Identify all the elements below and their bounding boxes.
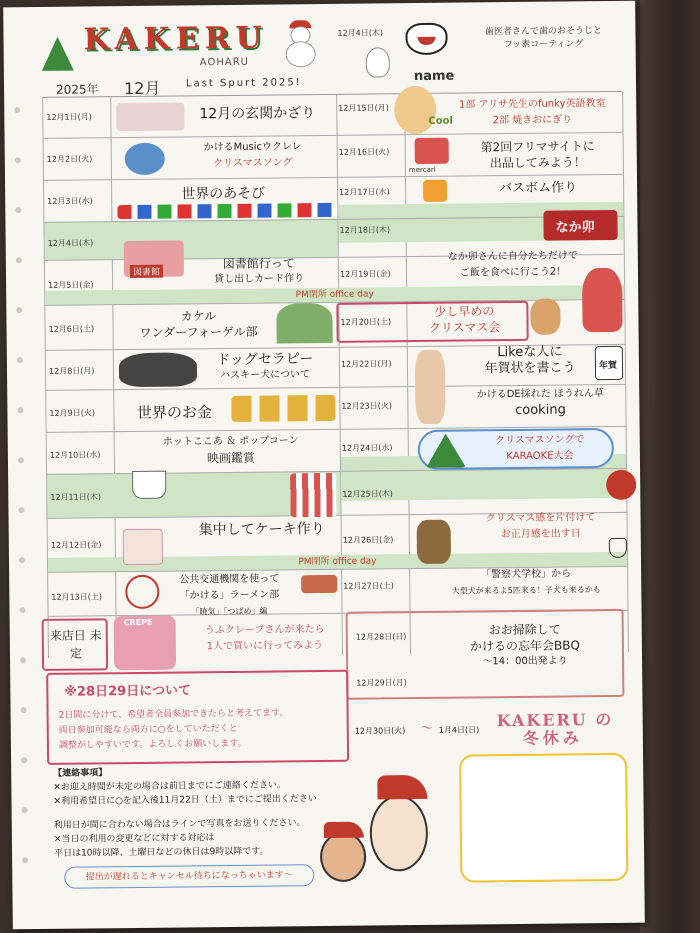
date-label: 12月22日(月)	[340, 359, 392, 369]
date-label: 12月19日(金)	[339, 269, 391, 279]
event-dec-17: バスボム作り	[499, 180, 578, 197]
santa-icon	[582, 268, 623, 332]
date-label: 12月5日(金)	[48, 280, 94, 290]
event-dec-23: かけるDE採れた ほうれん草 cooking	[476, 388, 604, 418]
date-label: 12月18日(木)	[339, 225, 391, 235]
event-dec-24: クリスマスソングで KARAOKE大会	[494, 434, 585, 463]
event-dec-20: 少し早めの クリスマス会	[428, 304, 501, 335]
punch-hole	[21, 707, 27, 713]
holiday-start-date: 12月30日(火)	[354, 726, 406, 736]
punch-hole	[17, 357, 23, 363]
note-body: 2日間に分けて、希望者全員参加できたらと考えてます。 両日参加可能なら両方に○をしていただくと 調整がしやすいです。よろしくお願いします。	[58, 708, 289, 751]
hiking-mountain-icon	[276, 303, 332, 344]
note-title: ※28日29日について	[64, 683, 191, 700]
punch-hole	[19, 607, 25, 613]
date-label: 12月6日(土)	[48, 324, 95, 334]
christmas-tree-icon	[42, 37, 74, 71]
teacher-avatar-icon	[394, 86, 437, 134]
event-dec-9: 世界のお金	[136, 403, 213, 422]
subtitle: Last Spurt 2025!	[185, 77, 302, 90]
pm-closed-band: PM閉所 office day	[45, 285, 624, 305]
punch-hole	[15, 157, 21, 163]
logo-subtitle: AOHARU	[199, 56, 250, 69]
logo: KAKERU	[83, 20, 268, 58]
date-label: 12月11日(木)	[50, 492, 101, 502]
date-label: 12月23日(火)	[341, 401, 393, 411]
event-dec-22: Likeな人に 年賀状を書こう	[484, 344, 576, 377]
popeye-icon	[415, 350, 446, 424]
bunny-icon	[366, 47, 390, 77]
ramen-bowl-icon	[125, 575, 159, 609]
event-dec-16: 第2回フリマサイトに 出品してみよう！	[480, 139, 595, 171]
calendar-grid	[42, 91, 628, 657]
name-label: name	[413, 68, 455, 85]
crepe-sign: CREPE	[123, 617, 153, 628]
date-label: 12月9日(火)	[49, 408, 96, 418]
date-label: 12月10日(水)	[49, 450, 101, 460]
undecided-date-label: 来店日 未定	[49, 628, 102, 661]
dentist-event: 歯医者さんで歯のおそうじと フッ素コーティング	[484, 26, 603, 51]
date-label: 12月26日(金)	[342, 535, 394, 545]
currency-symbols-icon	[231, 395, 335, 422]
event-dec-15: 1部 アリサ先生のfunky英語教室 2部 焼きおにぎり	[458, 98, 606, 127]
month-label: 12月	[123, 78, 161, 99]
cool-badge: Cool	[428, 115, 453, 127]
holiday-tilde: 〜	[420, 720, 433, 736]
date-label: 12月3日(水)	[47, 196, 93, 206]
calendar-sheet	[3, 1, 645, 930]
punch-hole	[22, 857, 28, 863]
contact-notes: 【連絡事項】 ✕お迎え時間が未定の場合は前日までにご連絡ください。 ✕利用希望日に○を記入後11月22日（土）までにご提出ください 利用日が間に合わない場合はラインで写真をお送りください。 ✕当日の利用の変更などに対する対応は 平日は10時以降、土曜日などの休日は9時以降です。	[53, 768, 317, 859]
date-dec-4-top: 12月4日(木)	[337, 28, 384, 38]
cake-icon	[123, 529, 163, 565]
date-label: 12月16日(火)	[338, 147, 390, 157]
date-label: 12月2日(火)	[46, 154, 93, 164]
punch-hole	[17, 407, 23, 413]
shishimai-lion-icon	[606, 470, 636, 500]
staff-avatar-icon	[369, 795, 428, 872]
mercari-label: mercari	[408, 165, 436, 175]
popcorn-icon	[290, 473, 336, 517]
punch-hole	[21, 757, 27, 763]
message-box	[459, 753, 628, 883]
holiday-kakeru-label: KAKERU の	[496, 709, 614, 731]
date-label: 12月8日(月)	[48, 366, 95, 376]
event-dec-12: 集中してケーキ作り	[198, 520, 325, 539]
event-dec-13: 公共交通機関を使って 「かける」ラーメン部 「暁気」「つばめ」編	[179, 573, 280, 617]
date-label: 12月13日(土)	[51, 592, 103, 602]
ukulele-icon	[125, 143, 165, 175]
year-label: 2025年	[55, 82, 99, 97]
punch-hole	[18, 507, 24, 513]
winter-holiday-title: 冬休み	[522, 728, 583, 748]
punch-hole	[15, 207, 21, 213]
punch-hole	[16, 307, 22, 313]
punch-hole	[20, 657, 26, 663]
santa-hat-icon	[377, 775, 427, 800]
event-dec-1: 12月の玄関かざり	[199, 105, 316, 123]
late-submission-note: 提出が遅れるとキャンセル待ちになっちゃいます〜	[64, 864, 314, 889]
date-label: 12月15日(月)	[338, 103, 389, 113]
event-dec-28: おお掃除して かけるの忘年会BBQ 〜14：00出発より	[469, 622, 580, 668]
date-label: 12月20日(土)	[340, 317, 392, 327]
desk-background	[640, 0, 700, 933]
pm-closed-band: PM閉所 office day	[48, 552, 627, 572]
reindeer-icon	[530, 299, 560, 335]
tooth-icon	[405, 23, 447, 55]
punch-hole	[18, 457, 24, 463]
event-dec-27: 「警察犬学校」から 大型犬が来るよ5匹来る！子犬も来るかも	[451, 568, 601, 596]
event-dec-6: カケル ワンダーフォーゲル部	[139, 309, 258, 340]
punch-hole	[22, 807, 28, 813]
date-label: 12月25日(木)	[342, 489, 393, 499]
event-dec-26: クリスマス感を片付けて お正月感を出す日	[485, 512, 596, 541]
library-sign: 図書館	[130, 265, 163, 278]
punch-hole	[19, 557, 25, 563]
date-label: 12月4日(木)	[47, 238, 94, 248]
ramen-shop-sign-icon	[301, 575, 337, 593]
husky-dog-icon	[119, 352, 197, 387]
nakau-sign: なか卯	[555, 220, 595, 236]
crepe-event: うふクレープさんが来たら 1人で買いに行ってみよう	[204, 624, 325, 653]
nenga-label: 年賀	[598, 360, 618, 372]
event-dec-8: ドッグセラピー ハスキー犬について	[216, 351, 314, 382]
date-label: 12月24日(水)	[341, 443, 393, 453]
holiday-end-date: 1月4日(日)	[438, 725, 480, 735]
snowman-icon	[283, 26, 317, 66]
event-dec-3: 世界のあそび	[181, 185, 266, 203]
wreath-decoration-icon	[116, 102, 184, 131]
santa-hat-icon	[324, 822, 364, 838]
event-dec-2: かけるMusicウクレレ クリスマスソング	[203, 141, 302, 170]
event-dec-19: なか卯さんに自分たちだけで ご飯を食べに行こう2！	[447, 250, 578, 279]
event-dec-5: 図書館行って 貸し出しカード作り	[213, 256, 305, 286]
staff-avatar-icon	[320, 832, 367, 882]
date-label: 12月12日(金)	[50, 540, 102, 550]
hot-cocoa-cup-icon	[132, 471, 166, 499]
mercari-icon	[415, 138, 449, 164]
police-dog-icon	[417, 520, 451, 564]
date-label: 12月29日(月)	[356, 678, 407, 688]
flags-decoration-icon	[117, 203, 337, 219]
bath-bomb-bottle-icon	[423, 180, 447, 202]
punch-hole	[16, 257, 22, 263]
date-label: 12月17日(水)	[339, 187, 390, 197]
date-label: 12月27日(土)	[343, 581, 394, 591]
police-badge-icon	[609, 538, 627, 558]
event-dec-10: ホットここあ ＆ ポップコーン 映画鑑賞	[162, 435, 299, 466]
punch-hole	[14, 107, 20, 113]
date-label: 12月28日(日)	[355, 632, 407, 642]
date-label: 12月1日(月)	[46, 112, 92, 122]
